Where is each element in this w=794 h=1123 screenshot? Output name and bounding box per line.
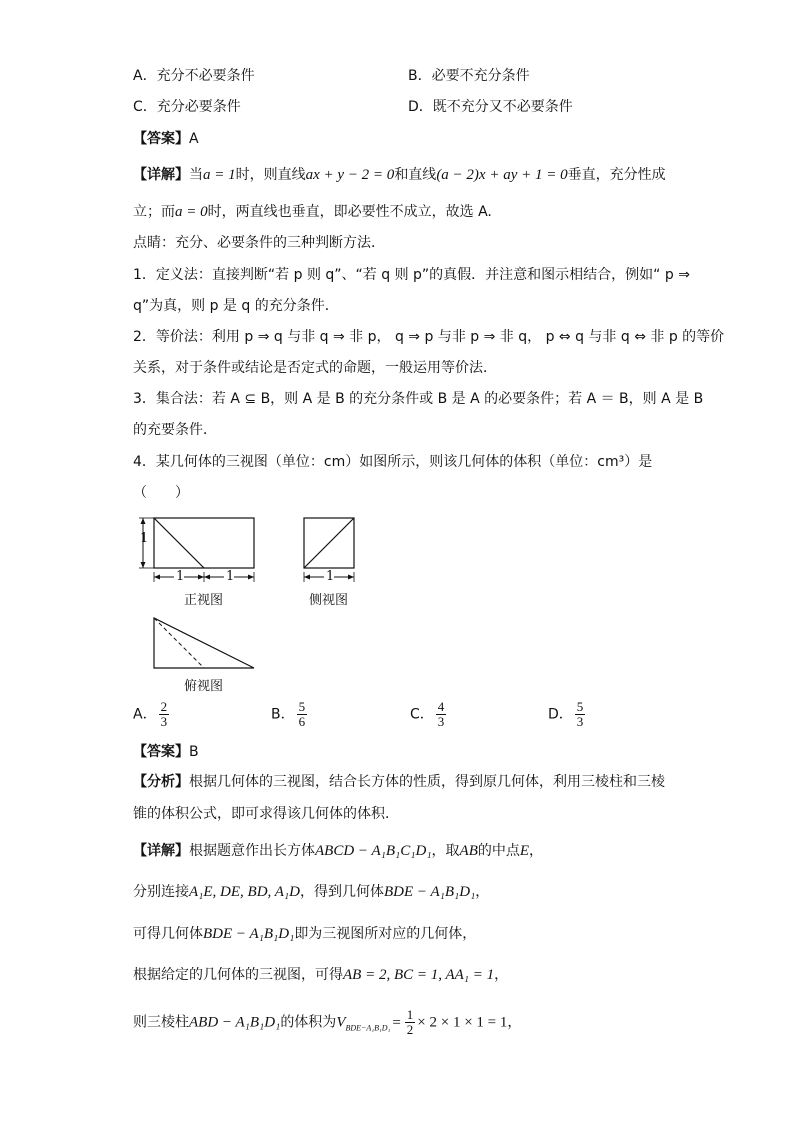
math: BDE − A₁B₁D₁ xyxy=(383,884,476,900)
numerator: 1 xyxy=(406,1007,414,1022)
math: BDE − A₁B₁D₁ xyxy=(203,926,295,942)
q3-detail-line2 xyxy=(133,203,492,221)
text: 分别连接 xyxy=(133,884,189,900)
side-view-label: 侧视图 xyxy=(309,593,349,608)
math-subscript: BDE−A₁B₁D₁ xyxy=(345,1023,391,1033)
tips-method1-a: 1．定义法：直接判断“若 p 则 q”、“若 q 则 p”的真假．并注意和图示相结合，例如“ p ⇒ xyxy=(133,267,690,283)
math: = xyxy=(392,1014,401,1031)
top-view-label: 俯视图 xyxy=(184,679,224,694)
tips-method2-a: 2．等价法：利用 p ⇒ q 与非 q ⇒ 非 p， q ⇒ p 与非 p ⇒ 非 q， p ⇔ q 与非 q ⇔ 非 p 的等价 xyxy=(133,329,725,345)
arrow-left-icon xyxy=(154,575,160,580)
q4-analysis-line2: 锥的体积公式，即可求得该几何体的体积. xyxy=(133,806,390,822)
text: 时，则直线 xyxy=(235,167,306,183)
q4-detail-line1 xyxy=(133,842,543,860)
math: × 2 × 1 × 1 = 1 xyxy=(417,1014,508,1031)
math: ABD − A₁B₁D₁ xyxy=(189,1014,281,1031)
front-view-rect xyxy=(154,518,254,568)
math: A₁E, DE, BD, A₁D xyxy=(189,884,300,900)
math: V xyxy=(336,1014,346,1031)
arrow-up-icon xyxy=(141,518,146,524)
front-view-diagonal xyxy=(154,518,204,568)
q4-paren: （ ） xyxy=(133,485,189,501)
q4-answer xyxy=(133,743,199,761)
text: ， xyxy=(475,884,490,900)
front-view-label: 正视图 xyxy=(184,593,224,608)
denominator: 2 xyxy=(406,1022,414,1037)
fraction xyxy=(159,700,170,729)
math-a-equals-0: a = 0 xyxy=(175,204,208,220)
fraction xyxy=(575,700,586,729)
q3-answer xyxy=(133,130,199,148)
arrow-right-icon xyxy=(248,575,254,580)
text: 当 xyxy=(189,167,203,183)
q4-detail-line5 xyxy=(133,1008,521,1038)
fraction xyxy=(405,1008,416,1037)
option-letter: D． xyxy=(548,706,573,723)
tips-title: 点睛：充分、必要条件的三种判断方法． xyxy=(133,235,385,251)
text: ，得到几何体 xyxy=(299,884,384,900)
q4-option-c xyxy=(410,700,448,729)
text: 的体积为 xyxy=(280,1014,337,1031)
side-dim-label: 1 xyxy=(326,569,335,584)
top-view-hidden-edge xyxy=(154,618,204,668)
arrow-left-icon xyxy=(304,575,310,580)
q4-detail-line2 xyxy=(133,883,489,901)
answer-tag: 【答案】 xyxy=(133,131,189,147)
q3-option-c: C．充分必要条件 xyxy=(133,99,241,115)
denominator: 6 xyxy=(298,714,306,729)
text: 和直线 xyxy=(394,167,437,183)
text: 立；而 xyxy=(133,204,175,220)
numerator: 5 xyxy=(576,699,584,714)
top-view-figure xyxy=(150,614,260,672)
q3-detail-line1 xyxy=(133,166,666,184)
analysis-tag: 【分析】 xyxy=(133,774,189,790)
arrow-right-icon xyxy=(198,575,204,580)
q4-analysis-line1 xyxy=(133,773,665,791)
front-view-figure xyxy=(136,512,261,587)
text: 即为三视图所对应的几何体， xyxy=(294,926,477,942)
detail-tag: 【详解】 xyxy=(133,843,189,859)
q3-option-a: A．充分不必要条件 xyxy=(133,68,255,84)
text: ，取 xyxy=(431,843,460,859)
text: 根据几何体的三视图，结合长方体的性质，得到原几何体，利用三棱柱和三棱 xyxy=(189,774,665,790)
numerator: 4 xyxy=(437,699,445,714)
numerator: 2 xyxy=(160,699,168,714)
q4-detail-line4 xyxy=(133,966,508,984)
top-view-triangle xyxy=(154,618,254,668)
side-view-diagonal xyxy=(304,518,354,568)
tips-method3-a: 3．集合法：若 A ⊆ B，则 A 是 B 的充分条件或 B 是 A 的必要条件；若 A ＝ B，则 A 是 B xyxy=(133,391,704,407)
denominator: 3 xyxy=(437,714,445,729)
text: 则三棱柱 xyxy=(133,1014,189,1031)
option-letter: A． xyxy=(133,706,157,723)
text: ， xyxy=(507,1014,522,1031)
math-line-1: ax + y − 2 = 0 xyxy=(305,167,395,183)
fraction xyxy=(436,700,447,729)
answer-value: A xyxy=(189,131,199,147)
denominator: 3 xyxy=(160,714,168,729)
fraction xyxy=(297,700,308,729)
q4-option-d xyxy=(548,700,587,729)
math: AB = 2, BC = 1, AA₁ = 1 xyxy=(343,967,495,983)
dim-height-label: 1 xyxy=(140,531,149,546)
answer-tag: 【答案】 xyxy=(133,744,189,760)
math-a-equals-1: a = 1 xyxy=(203,167,236,183)
option-letter: C． xyxy=(410,706,434,723)
tips-method2-b: 关系，对于条件或结论是否定式的命题，一般运用等价法． xyxy=(133,360,497,376)
math: AB xyxy=(459,843,478,859)
q4-option-a xyxy=(133,700,171,729)
arrow-down-icon xyxy=(141,562,146,568)
text: 时，两直线也垂直，即必要性不成立，故选 A. xyxy=(207,204,492,220)
answer-value: B xyxy=(189,744,199,760)
denominator: 3 xyxy=(576,714,584,729)
q4-option-b xyxy=(271,700,309,729)
text: ， xyxy=(529,843,544,859)
text: 可得几何体 xyxy=(133,926,203,942)
numerator: 5 xyxy=(298,699,306,714)
math-line-2: (a − 2)x + ay + 1 = 0 xyxy=(436,167,568,183)
dim-width-label-1: 1 xyxy=(176,569,185,584)
tips-method3-b: 的充要条件． xyxy=(133,422,217,438)
detail-tag: 【详解】 xyxy=(133,167,189,183)
text: 根据给定的几何体的三视图，可得 xyxy=(133,967,343,983)
text: 的中点 xyxy=(477,843,520,859)
dim-width-label-2: 1 xyxy=(226,569,235,584)
arrow-left-icon xyxy=(204,575,210,580)
text: 垂直，充分性成 xyxy=(567,167,666,183)
q3-option-d: D．既不充分又不必要条件 xyxy=(408,99,573,115)
q4-detail-line3 xyxy=(133,925,476,943)
math: ABCD − A₁B₁C₁D₁ xyxy=(315,843,432,859)
tips-method1-b: q”为真，则 p 是 q 的充分条件． xyxy=(133,298,339,314)
math: E xyxy=(519,843,530,859)
option-letter: B． xyxy=(271,706,295,723)
q4-stem: 4．某几何体的三视图（单位：cm）如图所示，则该几何体的体积（单位：cm³）是 xyxy=(133,454,653,470)
text: ， xyxy=(494,967,509,983)
arrow-right-icon xyxy=(348,575,354,580)
q3-option-b: B．必要不充分条件 xyxy=(408,68,530,84)
text: 根据题意作出长方体 xyxy=(189,843,315,859)
